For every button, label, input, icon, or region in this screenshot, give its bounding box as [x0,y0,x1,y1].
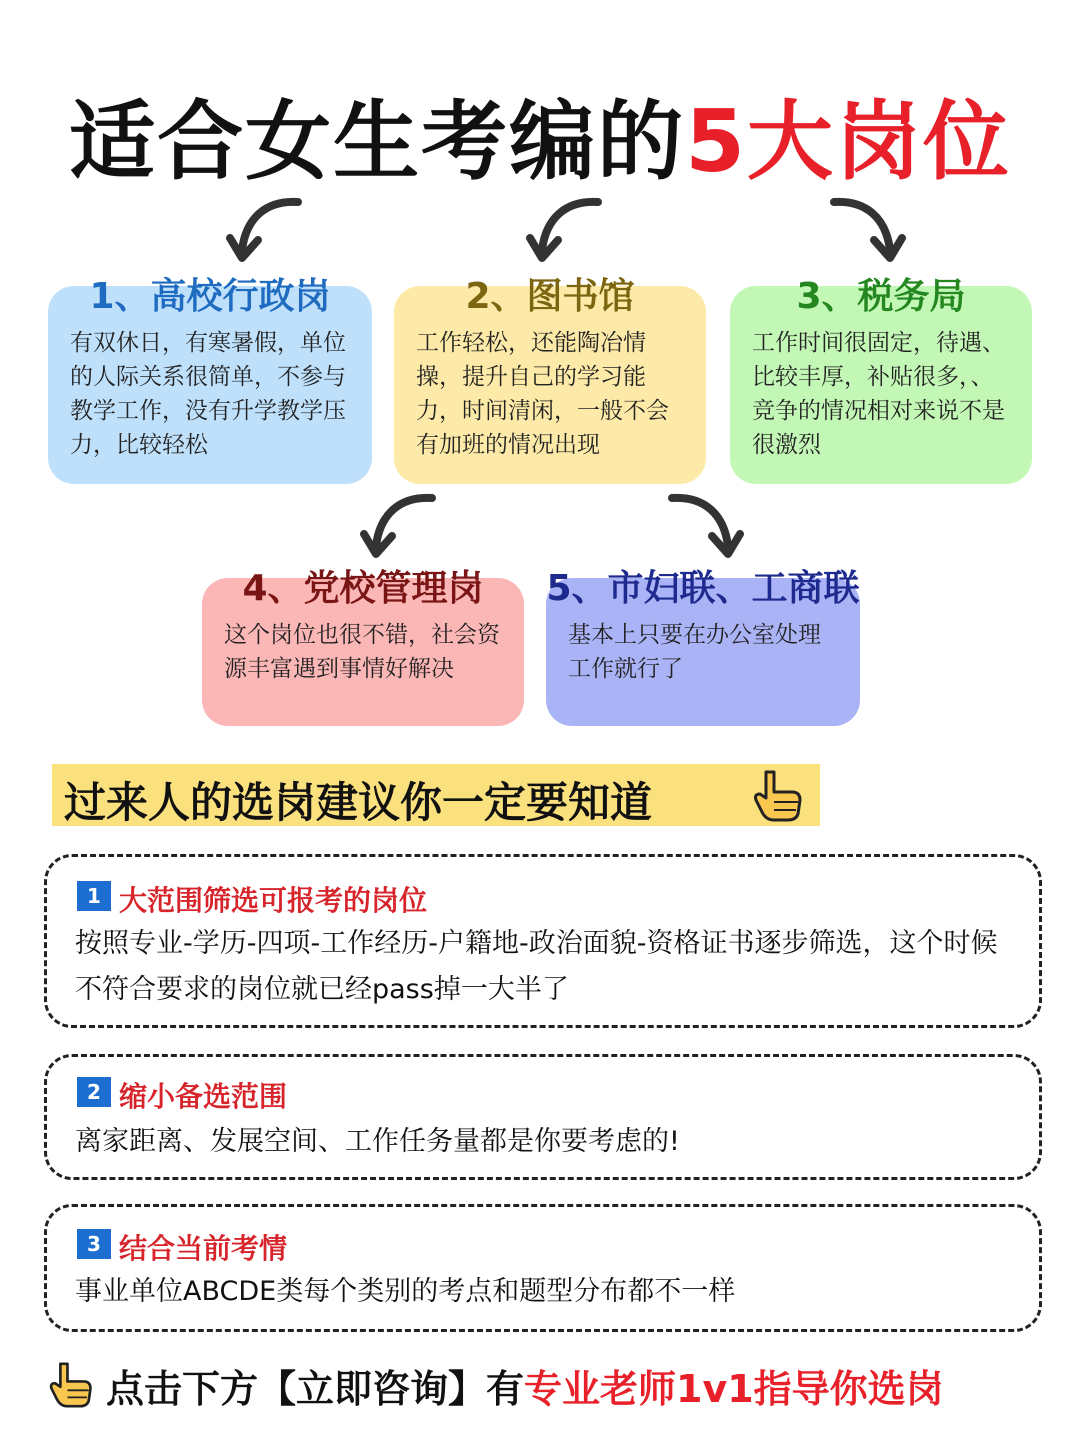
card-body: 有双休日，有寒暑假，单位的人际关系很简单，不参与教学工作，没有升学教学压力，比较轻松 [70,330,346,458]
card-womens-federation [546,568,860,726]
card-body: 这个岗位也很不错，社会资源丰富遇到事情好解决 [224,622,500,682]
curved-arrow-icon [360,490,440,564]
tip-title: 大范围筛选可报考的岗位 [119,884,428,917]
tip-card-2 [44,1054,1042,1180]
tip-number-badge: 1 [77,881,111,911]
card-title: 3、税务局 [796,276,966,317]
curved-arrow-icon [526,194,606,268]
title-main: 适合女生考编的 [69,92,686,192]
card-title: 1、高校行政岗 [89,276,331,317]
card-body: 基本上只要在办公室处理工作就行了 [568,622,821,682]
curved-arrow-icon [664,490,744,564]
tip-body: 事业单位ABCDE类每个类别的考点和题型分布都不一样 [75,1276,736,1307]
footer-text-main: 点击下方【立即咨询】有 [106,1367,525,1411]
pointing-hand-icon [48,1360,94,1414]
card-body: 工作时间很固定，待遇、比较丰厚，补贴很多，、竞争的情况相对来说不是很激烈 [752,330,1005,458]
card-title: 5、市妇联、工商联 [546,568,860,609]
card-tax-bureau [730,276,1032,484]
tip-body: 按照专业-学历-四项-工作经历-户籍地-政治面貌-资格证书逐步筛选，这个时候不符合要求的岗位就已经pass掉一大半了 [75,928,998,1005]
pointing-hand-icon [752,768,804,828]
card-party-school [202,568,524,726]
footer-text-highlight: 专业老师1v1指导你选岗 [524,1367,944,1411]
tip-body: 离家距离、发展空间、工作任务量都是你要考虑的! [75,1126,680,1157]
footer-cta [48,1356,1048,1416]
tip-title: 缩小备选范围 [119,1080,288,1113]
section-heading-text: 过来人的选岗建议你一定要知道 [64,778,653,827]
curved-arrow-icon [226,194,306,268]
tip-card-3 [44,1204,1042,1332]
tip-number-badge: 2 [77,1077,111,1107]
tip-card-1 [44,854,1042,1028]
tip-title: 结合当前考情 [119,1232,288,1265]
curved-arrow-icon [826,194,906,268]
section-heading [52,764,820,826]
card-title: 2、图书馆 [465,276,635,317]
card-university-admin [48,276,372,484]
card-title: 4、党校管理岗 [242,568,484,609]
page-title [0,72,1080,196]
card-library [394,276,706,484]
card-body: 工作轻松，还能陶冶情操，提升自己的学习能力，时间清闲，一般不会有加班的情况出现 [416,330,669,458]
title-highlight: 5大岗位 [685,92,1011,192]
tip-number-badge: 3 [77,1229,111,1259]
footer-text [106,1358,944,1413]
